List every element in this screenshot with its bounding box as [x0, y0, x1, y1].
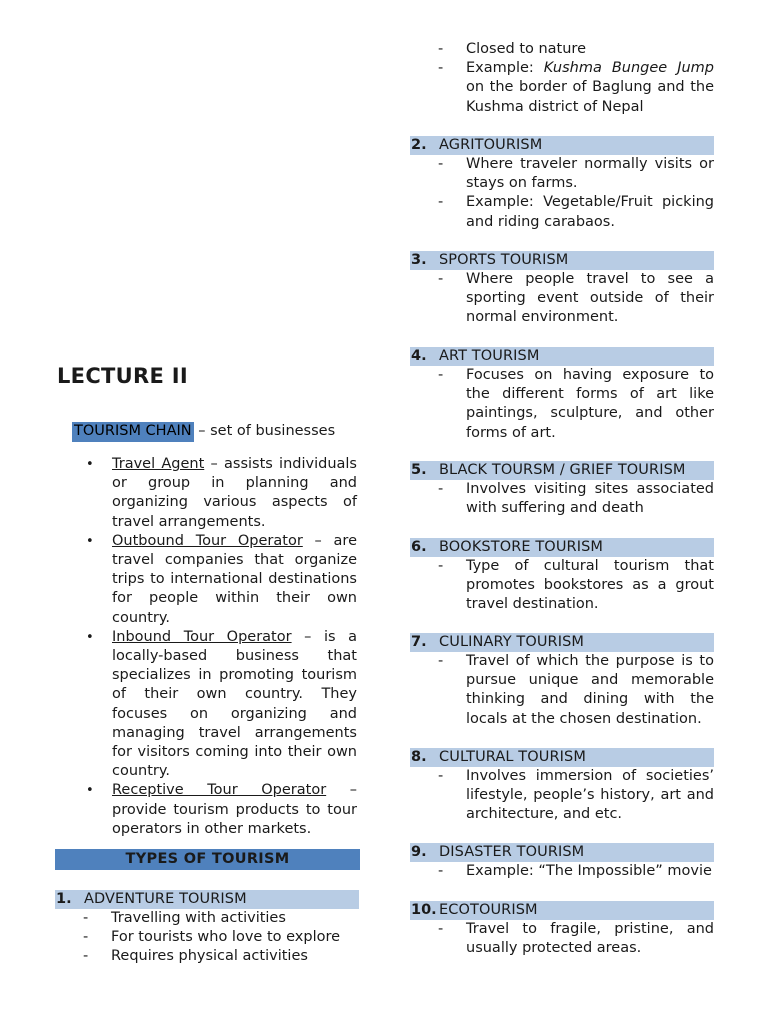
- list-item: - Focuses on having exposure to the different forms of art like paintings, sculpture, and other forms of art.: [438, 367, 714, 441]
- type-heading-bar: 9. DISASTER TOURISM: [410, 843, 714, 862]
- adventure-continuation: [410, 40, 714, 117]
- list-item: - Type of cultural tourism that promotes bookstores as a grout travel destination.: [438, 558, 714, 613]
- type-section-5: [410, 461, 714, 518]
- bullet-icon: •: [86, 457, 94, 472]
- list-item: - Where people travel to see a sporting event outside of their normal environment.: [438, 271, 714, 326]
- type-heading-bar: 7. CULINARY TOURISM: [410, 633, 714, 652]
- list-item: - Closed to nature: [438, 41, 586, 57]
- list-item: • Outbound Tour Operator – are travel companies that organize trips to international destinations for people within their own country.: [86, 532, 357, 626]
- type-section-1: [55, 890, 359, 967]
- list-item: - Travelling with activities: [83, 910, 286, 926]
- type-section-8: [410, 748, 714, 825]
- lecture-title: LECTURE II: [57, 364, 188, 388]
- list-item: - For tourists who love to explore: [83, 929, 341, 946]
- tourism-chain-definition: TOURISM CHAIN – set of businesses: [72, 423, 335, 439]
- list-item: • Travel Agent – assists individuals or group in planning and organizing various aspects of travel arrangements.: [86, 456, 357, 530]
- bullet-icon: •: [86, 533, 94, 549]
- type-section-3: [410, 251, 714, 328]
- bullet-icon: •: [86, 783, 94, 799]
- list-item: - Involves visiting sites associated with suffering and death: [438, 481, 714, 517]
- types-of-tourism-header: TYPES OF TOURISM: [55, 849, 360, 870]
- list-item: - Travel to fragile, pristine, and usually protected areas.: [438, 921, 714, 957]
- list-item: • Inbound Tour Operator – is a locally-based business that specializes in promoting tourism of their own country. They focuses on organizing and managing travel arrangements for visitors coming into their own country.: [86, 628, 357, 780]
- type-heading-bar: 2. AGRITOURISM: [410, 136, 714, 155]
- type-heading-bar: 1. ADVENTURE TOURISM: [55, 890, 359, 909]
- bullet-icon: •: [86, 629, 94, 645]
- example-name: Kushma Bungee Jump: [543, 60, 714, 77]
- list-item: - Travel of which the purpose is to pursue unique and memorable thinking and dining with the locals at the chosen destination.: [438, 653, 714, 727]
- tourism-chain-term: TOURISM CHAIN: [72, 422, 194, 442]
- type-heading-bar: 4. ART TOURISM: [410, 347, 714, 366]
- type-section-9: [410, 843, 714, 881]
- type-section-4: [410, 347, 714, 443]
- type-heading-bar: 10. ECOTOURISM: [410, 901, 714, 920]
- list-item: - Example: Kushma Bungee Jump on the border of Baglung and the Kushma district of Nepal: [438, 60, 714, 115]
- list-item: - Where traveler normally visits or stays on farms.: [438, 156, 714, 192]
- list-item: • Receptive Tour Operator – provide tourism products to tour operators in other markets.: [86, 782, 357, 837]
- list-item: - Requires physical activities: [83, 948, 308, 965]
- type-heading-bar: 3. SPORTS TOURISM: [410, 251, 714, 270]
- type-heading-bar: 6. BOOKSTORE TOURISM: [410, 538, 714, 557]
- type-section-7: [410, 633, 714, 729]
- type-heading-bar: 5. BLACK TOURSM / GRIEF TOURISM: [410, 461, 714, 480]
- list-item: - Involves immersion of societies’ lifestyle, people’s history, art and architecture, and etc.: [438, 768, 714, 823]
- type-section-6: [410, 538, 714, 615]
- type-heading-bar: 8. CULTURAL TOURISM: [410, 748, 714, 767]
- list-item: - Example: Vegetable/Fruit picking and riding carabaos.: [438, 194, 714, 230]
- type-section-2: [410, 136, 714, 232]
- list-item: - Example: “The Impossible” movie: [438, 863, 712, 879]
- type-section-10: [410, 901, 714, 958]
- tourism-chain-list: [86, 455, 357, 839]
